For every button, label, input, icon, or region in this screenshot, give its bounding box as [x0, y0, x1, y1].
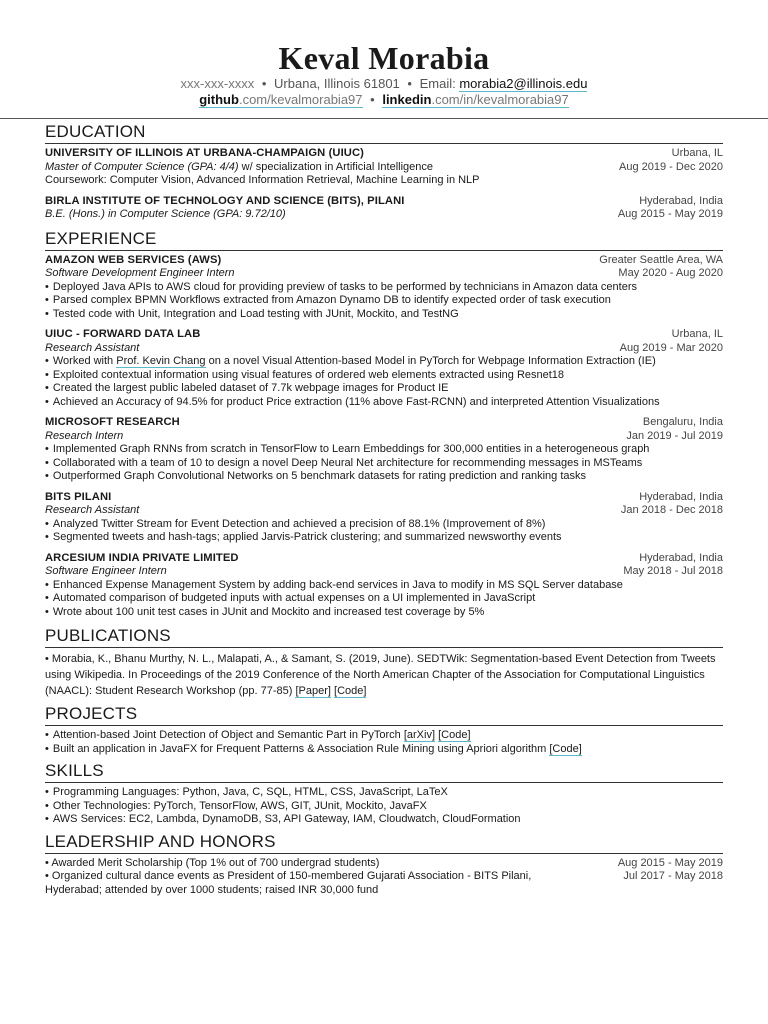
date-range: Aug 2019 - Mar 2020	[619, 341, 723, 354]
linkedin-link[interactable]	[382, 92, 568, 108]
date-range: Jul 2017 - May 2018	[623, 870, 723, 882]
org-location: Hyderabad, India	[639, 490, 723, 503]
resume-header	[0, 0, 768, 119]
bullet-item: • Automated comparison of budgeted inputs with actual expenses on a UI implemented in JavaScript	[45, 592, 723, 606]
bullet-marker: •	[45, 856, 49, 869]
skill-item: • Other Technologies: PyTorch, TensorFlow, AWS, GIT, JUnit, Mockito, JavaFX	[45, 800, 723, 814]
bullet-item: • Deployed Java APIs to AWS cloud for providing preview of tasks to be performed by technicians in Amazon data centers	[45, 281, 723, 295]
org-name: BITS PILANI	[45, 490, 112, 503]
section-title-projects: PROJECTS	[45, 704, 723, 726]
github-link[interactable]	[199, 92, 362, 108]
leadership-section	[45, 832, 723, 898]
separator: •	[261, 76, 267, 91]
org-name: UIUC - FORWARD DATA LAB	[45, 328, 201, 340]
skills-section	[45, 761, 723, 827]
project-item	[45, 729, 723, 743]
location: Urbana, Illinois 61801	[274, 76, 400, 91]
degree: Master of Computer Science (GPA: 4/4)	[45, 160, 239, 173]
role-title: Software Development Engineer Intern	[45, 267, 235, 279]
bullet-list	[45, 281, 723, 322]
honor-item	[45, 870, 723, 884]
bullet-item: • Outperformed Graph Convolutional Networks on 5 benchmark datasets for rating prediction and ranking tasks	[45, 470, 723, 484]
date-range: Aug 2015 - May 2019	[617, 856, 723, 869]
bullet-item: • Tested code with Unit, Integration and Load testing with JUnit, Mockito, and TestNG	[45, 308, 723, 322]
degree: B.E. (Hons.) in Computer Science (GPA: 9.72/10)	[45, 208, 286, 220]
bullet-list	[45, 518, 723, 545]
education-entry	[45, 195, 723, 222]
contact-line-2	[0, 92, 768, 108]
bullet-item: • Created the largest public labeled dataset of 7.7k webpage images for Product IE	[45, 382, 723, 396]
role-title: Research Intern	[45, 429, 124, 442]
honor-text-continued: Hyderabad; attended by over 1000 students; raised INR 30,000 fund	[45, 883, 379, 896]
bullet-marker: •	[45, 653, 49, 665]
code-link[interactable]: [Code]	[334, 685, 367, 697]
professor-link[interactable]: Prof. Kevin Chang	[116, 355, 206, 367]
date-range: May 2020 - Aug 2020	[618, 267, 723, 279]
candidate-name: Keval Morabia	[278, 40, 490, 76]
linkedin-path: .com/in/kevalmorabia97	[431, 92, 569, 107]
bullet-item: • Analyzed Twitter Stream for Event Detection and achieved a precision of 88.1% (Improvement of 8%)	[45, 518, 723, 532]
section-title-experience: EXPERIENCE	[45, 229, 723, 251]
project-item	[45, 743, 723, 757]
org-name: ARCESIUM INDIA PRIVATE LIMITED	[45, 551, 239, 564]
section-title-skills: SKILLS	[45, 761, 723, 783]
org-location: Urbana, IL	[671, 328, 723, 340]
bullet-item	[45, 355, 723, 369]
bullet-item: • Wrote about 100 unit test cases in JUnit and Mockito and increased test coverage by 5%	[45, 606, 723, 620]
bullet-item: • Segmented tweets and hash-tags; applied Jarvis-Patrick clustering; and summarized newsworthy events	[45, 531, 723, 545]
bullet-item: • Achieved an Accuracy of 94.5% for product Price extraction (11% above Fast-RCNN) and interpreted Attention Visualizations	[45, 396, 723, 410]
code-link[interactable]: [Code]	[438, 729, 471, 741]
role-title: Research Assistant	[45, 341, 140, 354]
projects-section	[45, 704, 723, 756]
bullet-list	[45, 443, 723, 484]
degree-extra: w/ specialization in Artificial Intelligence	[238, 160, 434, 173]
bullet-item: • Implemented Graph RNNs from scratch in TensorFlow to Learn Embeddings for 300,000 entities in a heterogeneous graph	[45, 443, 723, 457]
org-name: MICROSOFT RESEARCH	[45, 416, 180, 428]
org-name: UNIVERSITY OF ILLINOIS AT URBANA-CHAMPAIGN (UIUC)	[45, 147, 364, 159]
date-range: Jan 2018 - Dec 2018	[620, 504, 723, 516]
github-host: github	[199, 92, 239, 107]
paper-link[interactable]: [Paper]	[295, 685, 331, 697]
bullet-list	[45, 729, 723, 756]
publications-section	[45, 626, 723, 699]
header-divider	[0, 118, 768, 119]
org-location: Bengaluru, India	[642, 416, 723, 428]
bullet-list	[45, 786, 723, 827]
project-text: Attention-based Joint Detection of Object and Semantic Part in PyTorch	[52, 729, 401, 741]
publication-text: Morabia, K., Bhanu Murthy, N. L., Malapati, A., & Samant, S. (2019, June). SEDTWik: Segmentation-based Event Detection from Tweets using Wikipedia. In Proceedings of the 2019 Conference of the North American Chapter of the Association for Computational Linguistics (NAACL): Student Research Workshop (pp. 77-85)	[45, 653, 716, 697]
experience-entry	[45, 328, 723, 409]
code-link[interactable]: [Code]	[549, 742, 582, 755]
coursework: Coursework: Computer Vision, Advanced Information Retrieval, Machine Learning in NLP	[45, 174, 480, 186]
experience-entry	[45, 491, 723, 545]
date-range: Jan 2019 - Jul 2019	[626, 429, 723, 442]
bullet-item: • Collaborated with a team of 10 to design a novel Deep Neural Net architecture for recommending messages in MSTeams	[45, 457, 723, 471]
github-path: .com/kevalmorabia97	[238, 92, 363, 107]
org-location: Hyderabad, India	[639, 551, 723, 564]
experience-entry	[45, 254, 723, 322]
linkedin-host: linkedin	[382, 92, 432, 107]
section-title-leadership: LEADERSHIP AND HONORS	[45, 832, 723, 854]
separator: •	[407, 76, 412, 91]
honor-text: Awarded Merit Scholarship (Top 1% out of 700 undergrad students)	[51, 856, 380, 869]
role-title: Research Assistant	[45, 504, 140, 516]
date-range: May 2018 - Jul 2018	[623, 565, 723, 577]
experience-section	[45, 229, 723, 620]
experience-entry	[45, 552, 723, 620]
resume-body	[45, 122, 723, 902]
skill-item: • AWS Services: EC2, Lambda, DynamoDB, S3, API Gateway, IAM, Cloudwatch, CloudFormation	[45, 813, 723, 827]
bullet-item: • Exploited contextual information using visual features of ordered web elements extracted using Resnet18	[45, 369, 723, 383]
separator: •	[370, 92, 375, 107]
section-title-publications: PUBLICATIONS	[45, 626, 723, 648]
education-section	[45, 122, 723, 222]
date-range: Aug 2015 - May 2019	[617, 208, 723, 220]
bullet-item: • Parsed complex BPMN Workflows extracted from Amazon Dynamo DB to identify expected order of task execution	[45, 294, 723, 308]
section-title-education: EDUCATION	[45, 122, 723, 144]
date-range: Aug 2019 - Dec 2020	[619, 160, 723, 173]
bullet-marker: •	[45, 870, 49, 882]
honor-text: Organized cultural dance events as President of 150-membered Gujarati Association - BITS Pilani,	[51, 870, 532, 882]
bullet-text: on a novel Visual Attention-based Model in PyTorch for Webpage Information Extraction (IE)	[205, 355, 656, 367]
bullet-list	[45, 579, 723, 620]
education-entry	[45, 147, 723, 188]
bullet-list	[45, 355, 723, 409]
org-name: AMAZON WEB SERVICES (AWS)	[45, 253, 222, 266]
contact-line-1	[0, 76, 768, 92]
bullet-text: Worked with	[52, 355, 117, 367]
skill-item: • Programming Languages: Python, Java, C, SQL, HTML, CSS, JavaScript, LaTeX	[45, 786, 723, 800]
bullet-item: • Enhanced Expense Management System by adding back-end services in Java to modify in MS SQL Server database	[45, 579, 723, 593]
arxiv-link[interactable]: [arXiv]	[403, 729, 436, 741]
honor-item	[45, 857, 723, 871]
org-location: Greater Seattle Area, WA	[599, 253, 723, 266]
org-location: Urbana, IL	[671, 147, 723, 159]
org-location: Hyderabad, India	[639, 194, 723, 207]
role-title: Software Engineer Intern	[45, 565, 167, 577]
phone-number: xxx-xxx-xxxx	[180, 76, 255, 91]
experience-entry	[45, 416, 723, 484]
email-label: Email:	[419, 76, 456, 91]
project-text: Built an application in JavaFX for Frequent Patterns & Association Rule Mining using Apriori algorithm	[52, 742, 547, 755]
publication-entry	[45, 651, 723, 699]
email-link[interactable]: morabia2@illinois.edu	[459, 76, 588, 91]
org-name: BIRLA INSTITUTE OF TECHNOLOGY AND SCIENCE (BITS), PILANI	[45, 194, 405, 207]
